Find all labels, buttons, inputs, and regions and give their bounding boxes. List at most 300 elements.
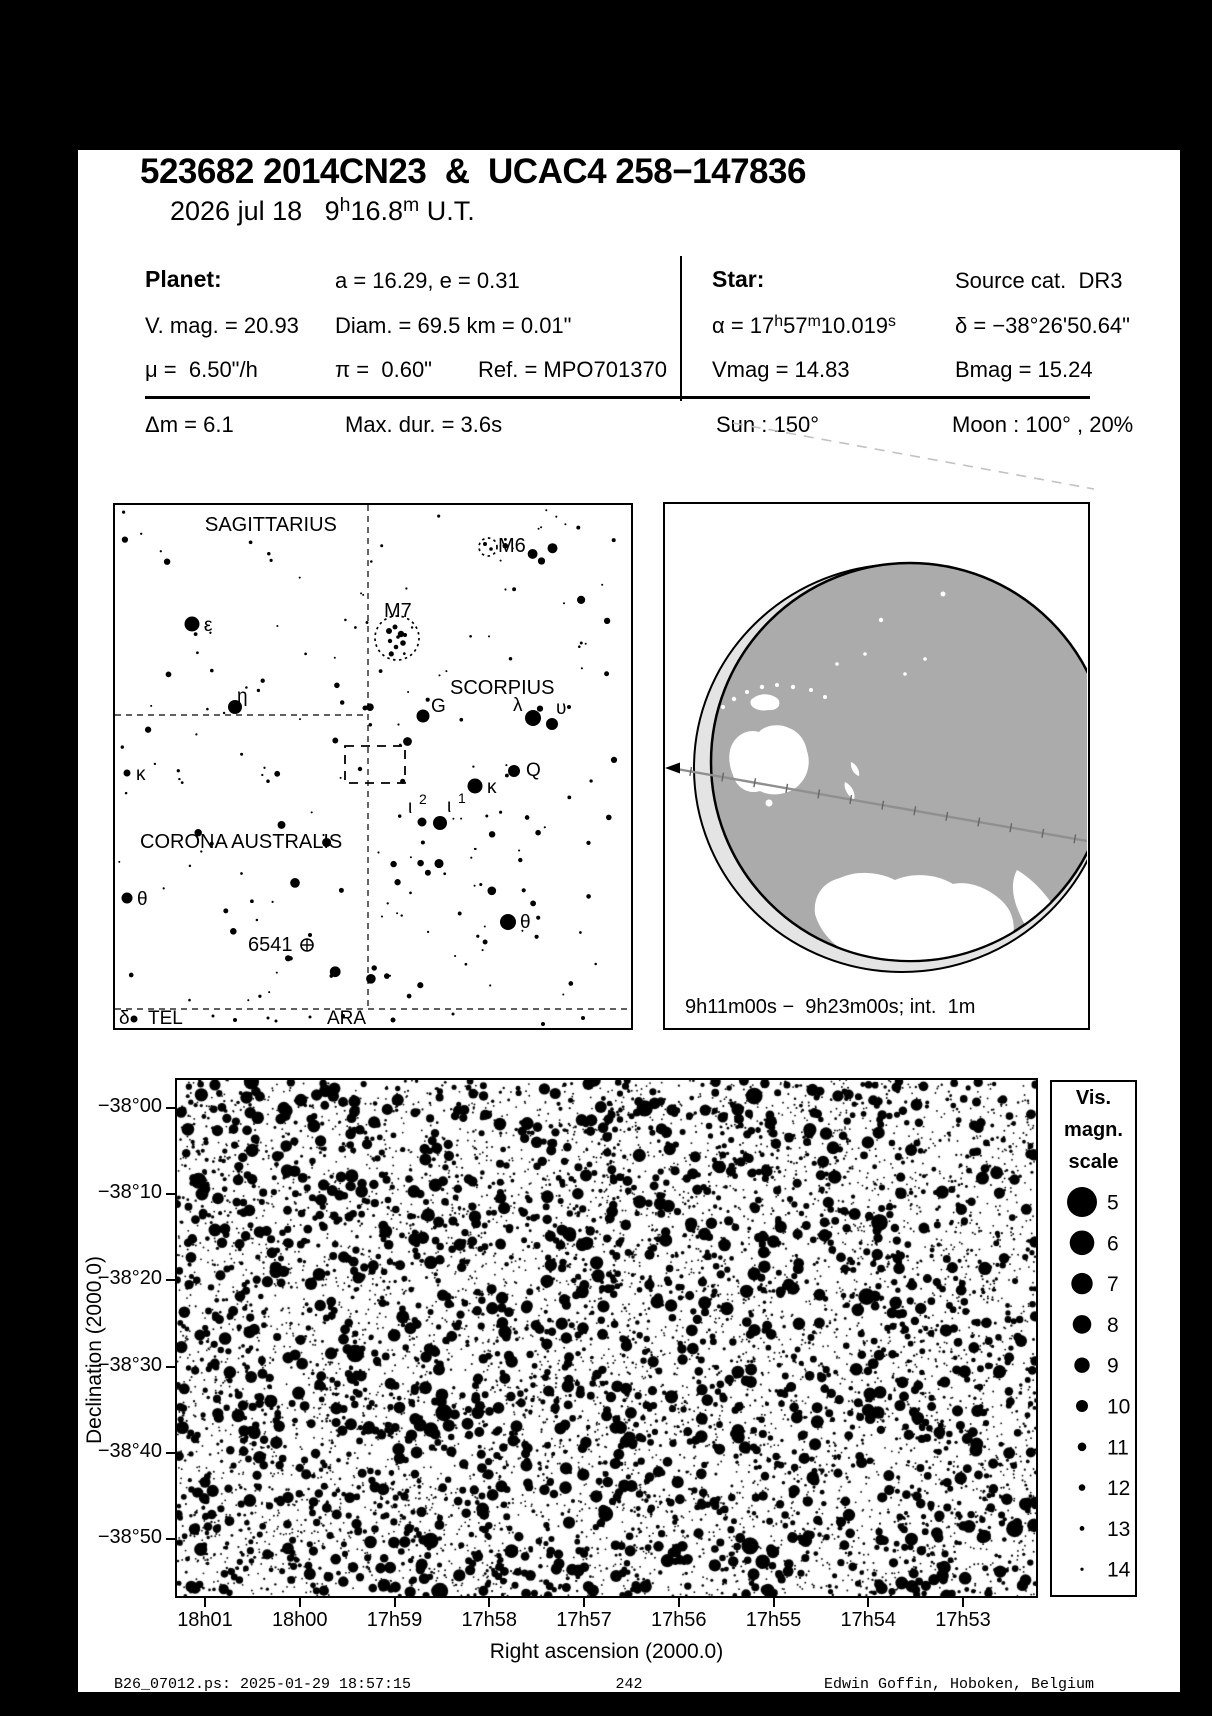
globe-panel bbox=[663, 502, 1090, 1030]
background-star bbox=[483, 940, 488, 945]
earth-globe bbox=[665, 504, 1087, 1027]
planet-heading: Planet: bbox=[145, 266, 222, 292]
background-star bbox=[340, 777, 342, 779]
named-star bbox=[124, 770, 131, 777]
background-star bbox=[299, 718, 301, 720]
background-star bbox=[403, 652, 406, 655]
background-star bbox=[290, 878, 300, 888]
background-star bbox=[274, 771, 280, 777]
x-axis-title: Right ascension (2000.0) bbox=[489, 1640, 724, 1663]
background-star bbox=[381, 915, 383, 917]
cluster-star bbox=[483, 542, 487, 546]
max-duration: Max. dur. = 3.6s bbox=[345, 412, 503, 437]
background-star bbox=[210, 669, 214, 673]
background-star bbox=[154, 763, 156, 765]
star-source-catalog: Source cat. DR3 bbox=[955, 268, 1123, 293]
legend-magnitude-value: 6 bbox=[1107, 1232, 1119, 1256]
background-star bbox=[390, 861, 396, 867]
x-tick-mark bbox=[488, 1598, 490, 1607]
background-star bbox=[223, 908, 228, 913]
background-star bbox=[611, 757, 617, 763]
star-label: κ bbox=[487, 777, 497, 798]
event-time-minutes: 16.8 bbox=[350, 196, 404, 226]
constellation-label: ARA bbox=[327, 1008, 367, 1027]
background-star bbox=[247, 999, 249, 1001]
background-star bbox=[380, 544, 383, 547]
x-tick-label: 17h56 bbox=[650, 1609, 707, 1631]
y-tick-label: −38°40 bbox=[97, 1439, 162, 1462]
background-star bbox=[458, 912, 462, 916]
background-star bbox=[562, 994, 564, 996]
named-star bbox=[308, 933, 312, 937]
sun-elongation: Sun : 150° bbox=[716, 412, 819, 437]
star-label: η bbox=[237, 686, 248, 707]
background-star bbox=[309, 1016, 312, 1019]
background-star bbox=[540, 526, 542, 528]
legend-magnitude-dot bbox=[1080, 1568, 1083, 1571]
legend-magnitude-dot bbox=[1073, 1315, 1092, 1334]
constellation-label: SCORPIUS bbox=[450, 677, 555, 699]
background-star bbox=[121, 745, 124, 748]
minute-tick bbox=[690, 767, 692, 776]
m6-cluster-circle bbox=[479, 538, 497, 556]
named-star bbox=[417, 710, 430, 723]
background-star bbox=[370, 560, 373, 563]
background-star bbox=[536, 916, 540, 920]
x-tick-mark bbox=[204, 1598, 206, 1607]
y-tick-mark bbox=[166, 1107, 175, 1109]
cluster-star bbox=[489, 547, 493, 551]
document-page bbox=[78, 150, 1180, 1692]
background-star bbox=[421, 840, 425, 844]
star-label-superscript: 1 bbox=[458, 790, 466, 806]
background-star bbox=[578, 645, 581, 648]
x-tick-mark bbox=[867, 1598, 869, 1607]
legend-magnitude-value: 9 bbox=[1107, 1354, 1119, 1378]
legend-magnitude-dot bbox=[1067, 1187, 1097, 1217]
hours-unit: h bbox=[339, 194, 351, 217]
background-star bbox=[544, 826, 546, 828]
background-star bbox=[299, 577, 301, 579]
background-star bbox=[240, 753, 243, 756]
y-tick-mark bbox=[166, 1452, 175, 1454]
legend-magnitude-dot bbox=[1074, 1358, 1089, 1373]
background-star bbox=[606, 815, 612, 821]
magnitude-legend bbox=[1052, 1082, 1135, 1595]
background-star bbox=[181, 781, 184, 784]
background-star bbox=[166, 672, 172, 678]
named-star bbox=[546, 718, 558, 730]
event-datetime bbox=[170, 196, 475, 227]
x-tick-label: 17h55 bbox=[745, 1609, 802, 1631]
background-star bbox=[489, 984, 491, 986]
background-star bbox=[568, 981, 573, 986]
named-star bbox=[131, 1016, 138, 1023]
legend-magnitude-value: 7 bbox=[1107, 1273, 1119, 1297]
legend-magnitude-dot bbox=[1080, 1526, 1085, 1531]
cluster-star bbox=[403, 633, 407, 637]
background-star bbox=[437, 515, 440, 518]
moon-elongation: Moon : 100° , 20% bbox=[952, 412, 1134, 437]
background-star bbox=[334, 657, 336, 659]
background-star bbox=[360, 592, 362, 594]
x-tick-mark bbox=[583, 1598, 585, 1607]
background-star bbox=[311, 811, 313, 813]
background-star bbox=[178, 778, 180, 780]
x-tick-mark bbox=[299, 1598, 301, 1607]
background-star bbox=[505, 764, 507, 766]
named-star bbox=[122, 893, 133, 904]
background-star bbox=[411, 626, 413, 628]
background-star bbox=[267, 552, 270, 555]
background-star bbox=[528, 549, 538, 559]
background-star bbox=[469, 635, 472, 638]
background-star bbox=[576, 526, 580, 530]
star-declination: δ = −38°26'50.64" bbox=[955, 313, 1130, 338]
m6-label: M6 bbox=[498, 535, 526, 557]
background-star bbox=[403, 737, 412, 746]
background-star bbox=[394, 879, 400, 885]
cluster-star bbox=[386, 628, 392, 634]
background-star bbox=[425, 870, 431, 876]
legend-magnitude-dot bbox=[1070, 1231, 1095, 1256]
background-star bbox=[189, 865, 191, 867]
constellation-chart-panel bbox=[113, 503, 633, 1030]
y-tick-label: −38°00 bbox=[97, 1095, 162, 1117]
background-star bbox=[140, 533, 142, 535]
background-star bbox=[439, 674, 441, 676]
legend-title-line: magn. bbox=[1064, 1119, 1123, 1141]
background-star bbox=[369, 723, 373, 727]
x-tick-mark bbox=[678, 1598, 680, 1607]
column-divider bbox=[680, 256, 682, 401]
background-star bbox=[474, 848, 476, 850]
m7-label: M7 bbox=[384, 600, 412, 622]
background-star bbox=[261, 774, 263, 776]
background-star bbox=[487, 886, 496, 895]
background-star bbox=[384, 973, 390, 979]
star-label-superscript: 2 bbox=[419, 791, 427, 807]
star-label: ι bbox=[408, 797, 413, 818]
cluster-star bbox=[393, 625, 398, 630]
background-star bbox=[263, 767, 265, 769]
background-star bbox=[479, 883, 482, 886]
background-star bbox=[518, 858, 522, 862]
star-bmag: Bmag = 15.24 bbox=[955, 357, 1093, 382]
background-star bbox=[452, 1013, 455, 1016]
background-star bbox=[195, 733, 197, 735]
background-star bbox=[443, 872, 446, 875]
cluster-star bbox=[396, 635, 400, 639]
background-star bbox=[445, 670, 447, 672]
background-star bbox=[223, 712, 225, 714]
background-star bbox=[470, 857, 472, 859]
named-star bbox=[418, 818, 427, 827]
star-label: θ bbox=[137, 889, 148, 910]
planet-orbit: a = 16.29, e = 0.31 bbox=[335, 268, 520, 293]
planet-motion: μ = 6.50"/h bbox=[145, 357, 258, 382]
x-tick-label: 17h57 bbox=[556, 1609, 612, 1631]
x-tick-label: 18h00 bbox=[271, 1609, 328, 1631]
path-direction-arrow bbox=[665, 763, 680, 774]
background-star bbox=[397, 723, 399, 725]
background-star bbox=[330, 966, 341, 977]
cluster-star bbox=[388, 639, 392, 643]
background-star bbox=[272, 901, 274, 903]
background-star bbox=[567, 796, 571, 800]
x-tick-label: 17h54 bbox=[840, 1609, 897, 1631]
background-star bbox=[564, 523, 566, 525]
footer-filename: B26_07012.ps: 2025-01-29 18:57:15 bbox=[114, 1676, 412, 1692]
background-star bbox=[500, 560, 502, 562]
background-star bbox=[145, 727, 151, 733]
legend-magnitude-value: 12 bbox=[1107, 1477, 1131, 1501]
background-star bbox=[512, 587, 516, 591]
background-star bbox=[276, 625, 278, 627]
background-star bbox=[581, 667, 583, 669]
background-star bbox=[410, 856, 412, 858]
starfield-canvas bbox=[177, 1080, 1036, 1596]
background-star bbox=[212, 1015, 215, 1018]
named-star bbox=[508, 765, 520, 777]
y-tick-label: −38°50 bbox=[97, 1526, 162, 1548]
background-star bbox=[276, 972, 278, 974]
background-star bbox=[354, 626, 357, 629]
legend-title-line: scale bbox=[1068, 1151, 1119, 1173]
background-star bbox=[484, 926, 486, 928]
background-star bbox=[391, 1018, 396, 1023]
named-star bbox=[500, 914, 516, 930]
shadow-path-extension bbox=[638, 390, 1108, 510]
planet-vmag: V. mag. = 20.93 bbox=[145, 313, 299, 338]
background-star bbox=[258, 995, 261, 998]
cluster-star bbox=[394, 645, 399, 650]
background-star bbox=[206, 708, 209, 711]
background-star bbox=[427, 931, 429, 933]
named-star bbox=[567, 705, 571, 709]
background-star bbox=[125, 792, 128, 795]
background-star bbox=[541, 1022, 545, 1026]
background-star bbox=[604, 671, 609, 676]
planet-diameter: Diam. = 69.5 km = 0.01" bbox=[335, 313, 572, 338]
background-star bbox=[518, 849, 520, 851]
background-star bbox=[485, 815, 488, 818]
background-star bbox=[535, 935, 539, 939]
background-star bbox=[256, 919, 259, 922]
background-star bbox=[594, 963, 597, 966]
page-title: 523682 2014CN23 & UCAC4 258−147836 bbox=[140, 152, 806, 191]
y-tick-mark bbox=[166, 1279, 175, 1281]
background-star bbox=[150, 705, 152, 707]
background-star bbox=[537, 705, 543, 711]
background-star bbox=[389, 651, 394, 656]
star-label: G bbox=[431, 696, 446, 717]
background-star bbox=[454, 955, 456, 957]
star-label: κ bbox=[136, 764, 146, 785]
named-star bbox=[525, 710, 541, 726]
background-star bbox=[505, 774, 509, 778]
background-star bbox=[118, 861, 120, 863]
background-star bbox=[465, 963, 468, 966]
background-star bbox=[240, 872, 243, 875]
background-star bbox=[257, 689, 260, 692]
legend-title-line: Vis. bbox=[1075, 1087, 1112, 1109]
footer-page-number: 242 bbox=[615, 1676, 643, 1692]
named-star bbox=[185, 617, 200, 632]
background-star bbox=[586, 841, 590, 845]
background-star bbox=[417, 860, 424, 867]
background-star bbox=[407, 994, 412, 999]
y-tick-mark bbox=[166, 1538, 175, 1540]
star-label: ι bbox=[447, 796, 452, 817]
background-star bbox=[122, 511, 125, 514]
background-star bbox=[249, 540, 253, 544]
x-tick-mark bbox=[394, 1598, 396, 1607]
named-star bbox=[363, 706, 368, 711]
star-right-ascension: $\alpha = 17^h57^m10.019^s$ bbox=[712, 312, 896, 338]
footer-author: Edwin Goffin, Hoboken, Belgium bbox=[823, 1676, 1094, 1692]
background-star bbox=[409, 892, 412, 895]
background-star bbox=[177, 769, 180, 772]
background-star bbox=[267, 1017, 270, 1020]
background-star bbox=[163, 887, 165, 889]
background-star bbox=[579, 931, 582, 934]
background-star bbox=[379, 669, 383, 673]
legend-magnitude-value: 10 bbox=[1107, 1395, 1131, 1419]
background-star bbox=[270, 559, 273, 562]
background-star bbox=[538, 557, 545, 564]
minutes-unit: m bbox=[403, 194, 420, 217]
constellation-chart bbox=[115, 505, 630, 1027]
planet-parallax: π = 0.60" bbox=[335, 357, 432, 382]
background-star bbox=[405, 587, 407, 589]
background-star bbox=[509, 657, 513, 661]
background-star bbox=[474, 885, 476, 887]
background-star bbox=[122, 536, 128, 542]
y-tick-mark bbox=[166, 1193, 175, 1195]
background-star bbox=[275, 1020, 278, 1023]
background-star bbox=[577, 596, 585, 604]
background-star bbox=[581, 1016, 585, 1020]
background-star bbox=[344, 619, 347, 622]
background-star bbox=[452, 818, 454, 820]
background-star bbox=[530, 901, 536, 907]
y-tick-label: −38°20 bbox=[97, 1267, 162, 1290]
background-star bbox=[482, 949, 484, 951]
event-date: 2026 jul 18 bbox=[170, 196, 303, 226]
cluster-star bbox=[400, 640, 406, 646]
planet-reference: Ref. = MPO701370 bbox=[478, 357, 667, 382]
background-star bbox=[340, 700, 345, 705]
background-star bbox=[332, 738, 338, 744]
background-star bbox=[362, 594, 364, 596]
background-star bbox=[601, 584, 603, 586]
background-star bbox=[261, 679, 265, 683]
background-star bbox=[499, 811, 502, 814]
background-star bbox=[459, 718, 463, 722]
x-tick-label: 17h58 bbox=[461, 1609, 518, 1631]
background-star bbox=[266, 779, 270, 783]
y-tick-label: −38°10 bbox=[97, 1181, 162, 1204]
x-tick-label: 17h53 bbox=[935, 1609, 991, 1631]
background-star bbox=[538, 528, 540, 530]
event-time-hours: 9 bbox=[324, 196, 340, 226]
star-label: υ bbox=[556, 698, 567, 719]
y-tick-label: −38°30 bbox=[97, 1353, 162, 1376]
background-star bbox=[426, 698, 430, 702]
background-star bbox=[194, 632, 198, 636]
background-star bbox=[586, 894, 591, 899]
background-star bbox=[434, 859, 443, 868]
star-heading: Star: bbox=[712, 266, 765, 292]
x-tick-label: 17h59 bbox=[366, 1609, 423, 1631]
background-star bbox=[366, 621, 369, 624]
background-star bbox=[548, 543, 558, 553]
background-star bbox=[504, 588, 506, 590]
background-star bbox=[396, 912, 398, 914]
legend-magnitude-value: 5 bbox=[1107, 1191, 1119, 1215]
star-label: δ bbox=[119, 1008, 130, 1027]
background-star bbox=[525, 815, 530, 820]
legend-magnitude-dot bbox=[1078, 1443, 1087, 1452]
background-star bbox=[304, 653, 307, 656]
x-tick-label: 18h01 bbox=[177, 1609, 233, 1631]
background-star bbox=[585, 643, 587, 645]
background-star bbox=[268, 991, 270, 993]
background-star bbox=[522, 888, 526, 892]
constellation-label: CORONA AUSTRALIS bbox=[140, 831, 343, 853]
background-star bbox=[407, 691, 409, 693]
legend-magnitude-dot bbox=[1076, 1400, 1088, 1412]
legend-magnitude-dot bbox=[1079, 1484, 1086, 1491]
background-star bbox=[535, 830, 541, 836]
time-suffix: U.T. bbox=[419, 196, 475, 226]
background-star bbox=[472, 765, 474, 767]
x-tick-mark bbox=[962, 1598, 964, 1607]
background-star bbox=[401, 914, 403, 916]
background-star bbox=[589, 779, 592, 782]
legend-magnitude-value: 14 bbox=[1107, 1558, 1131, 1582]
background-star bbox=[476, 935, 479, 938]
named-star bbox=[358, 767, 362, 771]
background-star bbox=[545, 509, 547, 511]
ngc6541-label: 6541 bbox=[248, 934, 293, 956]
path-time-range: 9h11m00s − 9h23m00s; int. 1m bbox=[685, 996, 976, 1018]
background-star bbox=[398, 814, 401, 817]
star-vmag: Vmag = 14.83 bbox=[712, 357, 850, 382]
background-star bbox=[289, 956, 293, 960]
legend-magnitude-value: 13 bbox=[1107, 1517, 1131, 1541]
tasmania bbox=[766, 800, 773, 807]
background-star bbox=[250, 899, 254, 903]
background-star bbox=[489, 831, 495, 837]
background-star bbox=[339, 888, 344, 893]
magnitude-legend-panel bbox=[1050, 1080, 1137, 1597]
background-star bbox=[563, 602, 565, 604]
legend-magnitude-value: 8 bbox=[1107, 1313, 1119, 1337]
star-label: ε bbox=[204, 615, 213, 636]
y-axis-title: Declination (2000.0) bbox=[83, 1256, 106, 1444]
background-star bbox=[604, 618, 610, 624]
background-star bbox=[278, 821, 286, 829]
background-star bbox=[488, 635, 490, 637]
background-star bbox=[196, 651, 199, 654]
background-star bbox=[612, 538, 616, 542]
background-star bbox=[377, 851, 379, 853]
star-label: θ bbox=[520, 912, 531, 933]
background-star bbox=[580, 642, 583, 645]
y-tick-mark bbox=[166, 1366, 175, 1368]
